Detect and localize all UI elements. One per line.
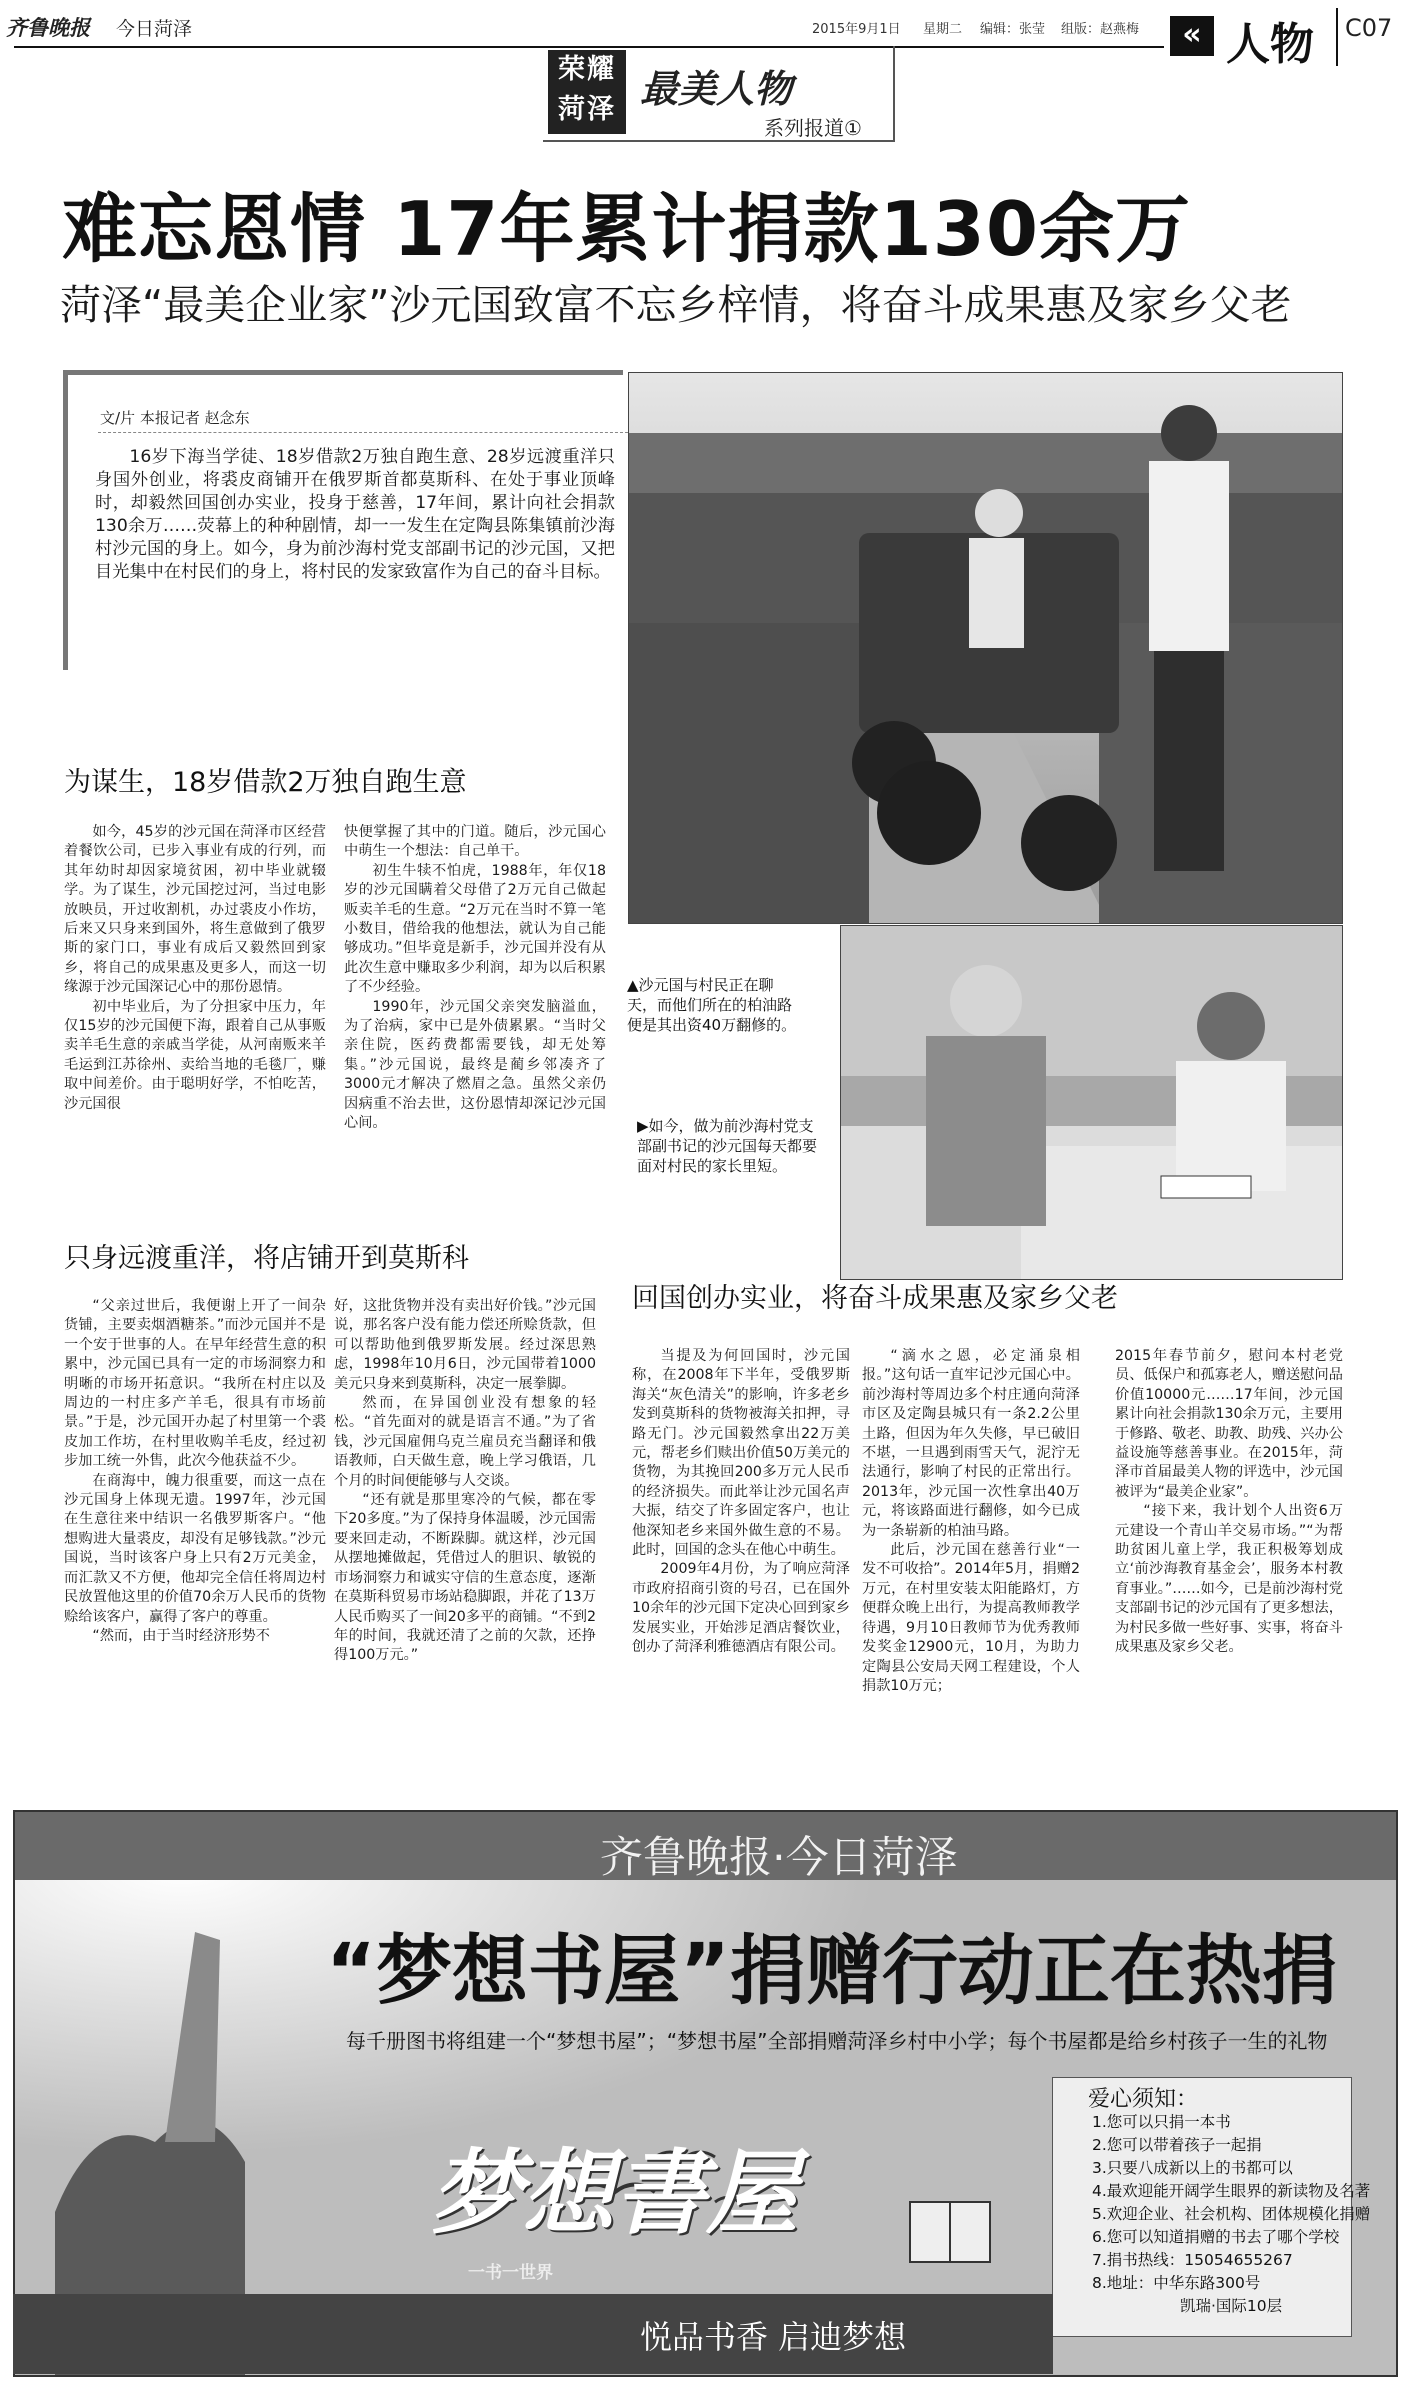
ad-note-item: 2.您可以带着孩子一起捐	[1092, 2136, 1262, 2154]
section2-column1: “父亲过世后，我便谢上开了一间杂货铺，主要卖烟酒糖茶。”而沙元国并不是一个安于世事的人。在早年经营生意的积累中，沙元国已具有一定的市场洞察力和明晰的市场开拓意识。“我所在村庄以及周边的一村庄多产羊毛，很具有市场前景。”于是，沙元国开办起了村里第一个裘皮加工作坊，在村里收购羊毛皮，经过初步加工统一外售，此次今他获益不少。 在商海中，魄力很重要，而这一点在沙元国身上体现无遗。1997年，沙元国在生意往来中结识一名俄罗斯客户。“他想购进大量裘皮，却没有足够钱款。”沙元国说，当时该客户身上只有2万元美金，而汇款又不方便，他却完全信任将周边村民放置他这里的价值70余万人民币的货物赊给该客户，赢得了客户的尊重。 “然而，由于当时经济形势不	[64, 1298, 326, 1644]
photo-village-road-image	[629, 373, 1343, 924]
ad-brush-logo: 梦想書屋	[430, 2139, 799, 2247]
section2-heading: 只身远渡重洋，将店铺开到莫斯科	[64, 1243, 469, 1274]
section-name: 人物	[1226, 19, 1314, 70]
section3-column3: 2015年春节前夕，慰问本村老党员、低保户和孤寡老人，赠送慰问品价值10000元……17年间，沙元国累计向社会捐款130余万元，主要用于修路、敬老、助教、助残、兴办公益设施等慈善事业。在2015年，菏泽市首届最美人物的评选中，沙元国被评为“最美企业家”。 “接下来，我计划个人出资6万元建设一个青山羊交易市场。”“为帮助贫困儿童上学，我正积极筹划成立‘前沙海教育基金会’，服务本村教育事业。”……如今，已是前沙海村党支部副书记的沙元国有了更多想法，为村民多做一些好事、实事，将奋斗成果惠及家乡父老。	[1115, 1348, 1343, 1656]
ad-title-main: “梦想书屋”捐赠行动正在热捐	[326, 1926, 1338, 2015]
ad-note-item: 4.最欢迎能开阔学生眼界的新读物及名著	[1092, 2182, 1371, 2200]
photo-office-image	[841, 926, 1343, 1280]
section1-column2: 快便掌握了其中的门道。随后，沙元国心中萌生一个想法：自己单干。 初生牛犊不怕虎，1988年，年仅18岁的沙元国瞒着父母借了2万元自己做起贩卖羊毛的生意。“2万元在当时不算一笔小数目，借给我的他想法，就认为自己能够成功。”但毕竟是新手，沙元国并没有从此次生意中赚取多少利润，却为以后积累了不少经验。 1990年，沙元国父亲突发脑溢血，为了治病，家中已是外债累累。“当时父亲住院，医药费都需要钱，却无处筹集。”沙元国说，最终是蔺乡邻凑齐了3000元才解决了燃眉之急。虽然父亲仍因病重不治去世，这份恩情却深记沙元国心间。	[344, 824, 606, 1132]
section-divider	[1336, 8, 1338, 66]
issue-date: 2015年9月1日	[812, 22, 901, 37]
ad-slogan: 悦品书香 启迪梦想	[640, 2318, 907, 2356]
section3-column1: 当提及为何回国时，沙元国称，在2008年下半年，受俄罗斯海关“灰色清关”的影响，许多老乡发到莫斯科的货物被海关扣押，寻路无门。沙元国毅然拿出22万美元，帮老乡们赎出价值50万美元的货物，为其挽回200多万元人民币的经济损失。而此举让沙元国名声大振，结交了许多固定客户，也让他深知老乡来国外做生意的不易。此时，回国的念头在他心中萌生。 2009年4月份，为了响应菏泽市政府招商引资的号召，已在国外10余年的沙元国下定决心回到家乡发展实业，开始涉足酒店餐饮业，创办了菏泽利雅德酒店有限公司。	[632, 1348, 850, 1656]
subheadline: 菏泽“最美企业家”沙元国致富不忘乡梓情，将奋斗成果惠及家乡父老	[60, 281, 1292, 329]
ad-brush-tagline: 一书一世界	[468, 2263, 553, 2283]
byline-rule	[98, 432, 628, 433]
byline: 文/片 本报记者 赵念东	[100, 409, 250, 427]
photo-village-road	[628, 372, 1343, 924]
layout-credit: 组版：赵燕梅	[1061, 22, 1140, 37]
editor-credit: 编辑：张莹	[980, 22, 1046, 37]
ad-note-item: 8.地址：中华东路300号	[1092, 2274, 1261, 2292]
photo1-caption: ▲沙元国与村民正在聊天，而他们所在的柏油路便是其出资40万翻修的。	[627, 976, 797, 1034]
section-arrow-icon: «	[1170, 16, 1214, 56]
ad-note-item: 3.只要八成新以上的书都可以	[1092, 2159, 1293, 2177]
photo-office	[840, 925, 1343, 1280]
ad-note-item: 7.捐书热线：15054655267	[1092, 2251, 1293, 2269]
ad-note-item: 5.欢迎企业、社会机构、团体规模化捐赠	[1092, 2205, 1371, 2223]
series-badge: 荣耀 菏泽	[548, 50, 626, 134]
section1-heading: 为谋生，18岁借款2万独自跑生意	[64, 767, 467, 798]
page-number: C07	[1345, 14, 1393, 42]
series-subtitle: 系列报道①	[764, 116, 862, 140]
ad-note-item: 1.您可以只捐一本书	[1092, 2113, 1231, 2131]
section1-column1: 如今，45岁的沙元国在菏泽市区经营着餐饮公司，已步入事业有成的行列，而其年幼时却因家境贫困，初中毕业就辍学。为了谋生，沙元国挖过河，当过电影放映员，开过收割机，办过裘皮小作坊，后来又只身来到国外，将生意做到了俄罗斯的家门口，事业有成后又毅然回到家乡，将自己的成果惠及更多人，而这一切缘源于沙元国深记心中的那份恩情。 初中毕业后，为了分担家中压力，年仅15岁的沙元国便下海，跟着自己从事贩卖羊毛生意的亲戚当学徒，从河南贩来羊毛运到江苏徐州、卖给当地的毛毯厂，赚取中间差价。由于聪明好学，不怕吃苦，沙元国很	[64, 824, 326, 1112]
ad-note-item: 凯瑞·国际10层	[1180, 2297, 1283, 2315]
series-title: 最美人物	[640, 66, 793, 111]
intro-text: 16岁下海当学徒、18岁借款2万独自跑生意、28岁远渡重洋只身国外创业，将裘皮商铺开在俄罗斯首都莫斯科、在处于事业顶峰时，却毅然回国创办实业，投身于慈善，17年间，累计向社会捐款130余万……荧幕上的种种剧情，却一一发生在定陶县陈集镇前沙海村沙元国的身上。如今，身为前沙海村党支部副书记的沙元国，又把目光集中在村民们的身上，将村民的发家致富作为自己的奋斗目标。	[95, 447, 615, 582]
ad-note-item: 6.您可以知道捐赠的书去了哪个学校	[1092, 2228, 1340, 2246]
headline: 难忘恩情 17年累计捐款130余万	[62, 185, 1192, 273]
section3-column2: “滴水之恩，必定涌泉相报。”这句话一直牢记沙元国心中。前沙海村等周边多个村庄通向菏泽市区及定陶县城只有一条2.2公里土路，但因为年久失修，早已破旧不堪，一旦遇到雨雪天气，泥泞无法通行，影响了村民的正常出行。2013年，沙元国一次性拿出40万元，将该路面进行翻修，如今已成为一条崭新的柏油马路。 此后，沙元国在慈善行业“一发不可收拾”。2014年5月，捐赠2万元，在村里安装太阳能路灯，方便群众晚上出行，为提高教师教学待遇，9月10日教师节为优秀教师发奖金12900元，10月，为助力定陶县公安局天网工程建设，个人捐款10万元；	[862, 1348, 1080, 1694]
section3-heading: 回国创办实业，将奋斗成果惠及家乡父老	[632, 1283, 1118, 1314]
issue-weekday: 星期二	[923, 22, 963, 37]
ad-description: 每千册图书将组建一个“梦想书屋”；“梦想书屋”全部捐赠菏泽乡村中小学；每个书屋都是给乡村孩子一生的礼物	[346, 2029, 1328, 2053]
ad-title-top: 齐鲁晚报·今日菏泽	[600, 1833, 958, 1883]
newspaper-edition: 今日菏泽	[116, 18, 193, 40]
ad-notes-title: 爱心须知：	[1088, 2087, 1199, 2112]
photo2-caption: ▶如今，做为前沙海村党支部副书记的沙元国每天都要面对村民的家长里短。	[637, 1117, 818, 1175]
section2-column2: 好，这批货物并没有卖出好价钱。”沙元国说，那名客户没有能力偿还所赊货款，但可以帮助他到俄罗斯发展。经过深思熟虑，1998年10月6日，沙元国带着1000美元只身来到莫斯科，决定一展拳脚。 然而，在异国创业没有想象的轻松。“首先面对的就是语言不通。”为了省钱，沙元国雇佣乌克兰雇员充当翻译和俄语教师，白天做生意，晚上学习俄语，几个月的时间便能够与人交谈。 “还有就是那里寒冷的气候，都在零下20多度。”为了保持身体温暖，沙元国需要来回走动，不断跺脚。就这样，沙元国从摆地摊做起，凭借过人的胆识、敏锐的市场洞察力和诚实守信的生意态度，逐渐在莫斯科贸易市场站稳脚跟，并花了13万人民币购买了一间20多平的商铺。“不到2年的时间，我就还清了之前的欠款，还挣得100万元。”	[334, 1298, 596, 1664]
newspaper-logo: 齐鲁晚报	[6, 15, 90, 40]
